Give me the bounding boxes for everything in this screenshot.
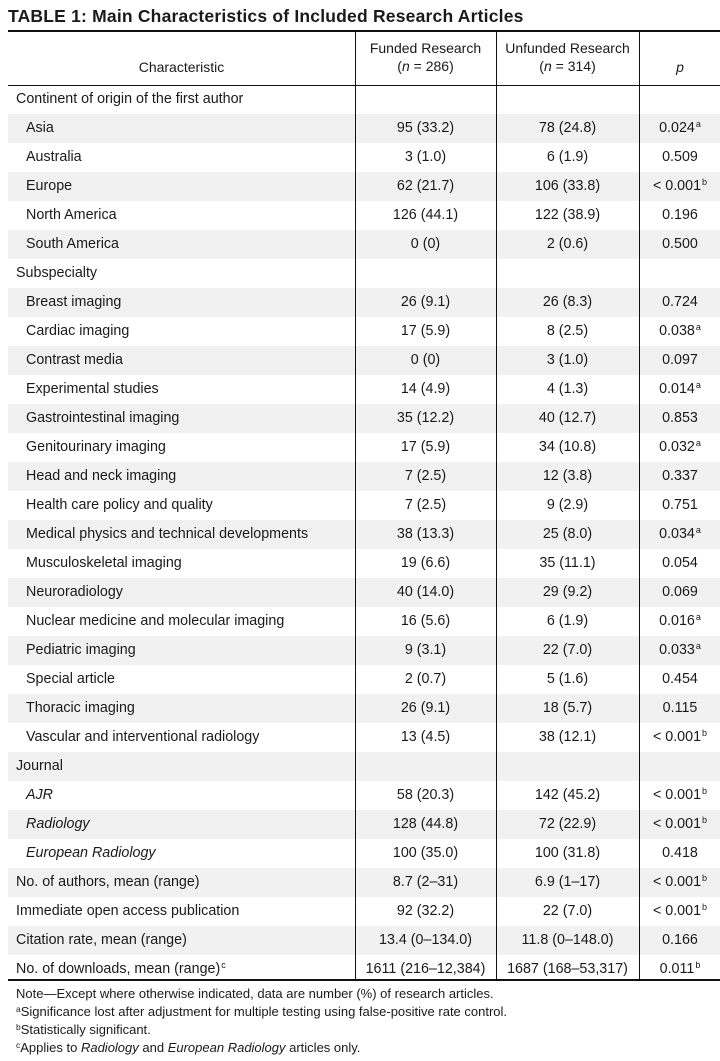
funded-value: 19 (6.6) — [400, 555, 451, 571]
p-value: 0.115 — [662, 700, 698, 716]
p-value: 0.166 — [662, 932, 698, 948]
table-row — [8, 578, 720, 607]
unfunded-value: 8 (2.5) — [546, 323, 589, 339]
funded-value: 8.7 (2–31) — [392, 874, 459, 890]
unfunded-value: 35 (11.1) — [539, 555, 596, 571]
p-value: 0.054 — [662, 555, 698, 571]
row-label: Australia — [26, 149, 82, 165]
row-label: Musculoskeletal imaging — [26, 555, 182, 571]
table-row — [8, 926, 720, 955]
unfunded-value: 2 (0.6) — [546, 236, 589, 252]
row-label: Special article — [26, 671, 115, 687]
unfunded-value: 72 (22.9) — [538, 816, 597, 832]
p-value: 0.337 — [662, 468, 698, 484]
header-unfunded — [496, 32, 639, 85]
funded-value: 17 (5.9) — [400, 439, 451, 455]
funded-value: 62 (21.7) — [396, 178, 455, 194]
row-label: No. of downloads, mean (range)$^c$ — [16, 960, 226, 977]
unfunded-value: 6.9 (1–17) — [534, 874, 601, 890]
header-unfunded-label: Unfunded Research — [505, 40, 630, 56]
row-label: No. of authors, mean (range) — [16, 874, 200, 890]
header-unfunded-n: (n = 314) — [539, 58, 596, 74]
row-label: Europe — [26, 178, 73, 194]
row-label: Head and neck imaging — [26, 468, 177, 484]
p-value: 0.853 — [662, 410, 698, 426]
p-value: 0.032$^a$ — [659, 438, 701, 455]
unfunded-value: 78 (24.8) — [538, 120, 597, 136]
header-p-value: p — [676, 59, 684, 75]
row-label: AJR — [26, 787, 54, 803]
table-row — [8, 549, 720, 578]
unfunded-value: 6 (1.9) — [546, 613, 589, 629]
unfunded-value: 3 (1.0) — [546, 352, 589, 368]
unfunded-value: 9 (2.9) — [546, 497, 589, 513]
funded-value: 0 (0) — [410, 236, 441, 252]
note-c: $^c$Applies to Radiology and European Radiology articles only. — [16, 1040, 361, 1055]
p-value: < 0.001$^b$ — [652, 177, 708, 194]
p-value: < 0.001$^b$ — [652, 873, 708, 890]
header-funded — [355, 32, 496, 85]
funded-value: 100 (35.0) — [392, 845, 459, 861]
funded-value: 1611 (216–12,384) — [365, 961, 486, 977]
unfunded-value: 12 (3.8) — [542, 468, 593, 484]
table-row — [8, 201, 720, 230]
table-row — [8, 143, 720, 172]
p-value: 0.024$^a$ — [659, 119, 701, 136]
unfunded-value: 106 (33.8) — [534, 178, 601, 194]
section-label: Subspecialty — [16, 265, 98, 281]
funded-value: 38 (13.3) — [396, 526, 455, 542]
row-label: Gastrointestinal imaging — [26, 410, 180, 426]
row-label: Cardiac imaging — [26, 323, 130, 339]
section-label: Continent of origin of the first author — [16, 91, 244, 107]
p-value: 0.418 — [662, 845, 698, 861]
p-value: 0.509 — [662, 149, 698, 165]
p-value: 0.033$^a$ — [659, 641, 701, 658]
funded-value: 92 (32.2) — [396, 903, 455, 919]
row-label: Medical physics and technical developments — [26, 526, 309, 542]
p-value: < 0.001$^b$ — [652, 786, 708, 803]
unfunded-value: 6 (1.9) — [546, 149, 589, 165]
funded-value: 26 (9.1) — [400, 700, 451, 716]
p-value: 0.454 — [662, 671, 698, 687]
row-label: Neuroradiology — [26, 584, 123, 600]
p-value: 0.038$^a$ — [659, 322, 701, 339]
p-value: 0.069 — [662, 584, 698, 600]
header-characteristic: Characteristic — [138, 59, 225, 75]
table-row — [8, 230, 720, 259]
funded-value: 2 (0.7) — [404, 671, 447, 687]
table-row — [8, 114, 720, 143]
table-row — [8, 636, 720, 665]
p-value: 0.751 — [662, 497, 698, 513]
row-label: Nuclear medicine and molecular imaging — [26, 613, 285, 629]
note-main: Note—Except where otherwise indicated, data are number (%) of research articles. — [16, 986, 494, 1001]
unfunded-value: 22 (7.0) — [542, 903, 593, 919]
unfunded-value: 122 (38.9) — [534, 207, 601, 223]
unfunded-value: 40 (12.7) — [538, 410, 597, 426]
row-label: Citation rate, mean (range) — [16, 932, 187, 948]
row-label: Health care policy and quality — [26, 497, 213, 513]
unfunded-value: 34 (10.8) — [538, 439, 597, 455]
row-label: Asia — [26, 120, 54, 136]
funded-value: 14 (4.9) — [400, 381, 451, 397]
funded-value: 7 (2.5) — [404, 468, 447, 484]
p-value: 0.016$^a$ — [659, 612, 701, 629]
table-row — [8, 839, 720, 868]
table-row — [8, 317, 720, 346]
row-label: Experimental studies — [26, 381, 159, 397]
row-label: Thoracic imaging — [26, 700, 135, 716]
funded-value: 9 (3.1) — [404, 642, 447, 658]
note-b: $^b$Statistically significant. — [16, 1022, 151, 1037]
table-row — [8, 694, 720, 723]
funded-value: 17 (5.9) — [400, 323, 451, 339]
funded-value: 126 (44.1) — [392, 207, 459, 223]
header-funded-n: (n = 286) — [397, 58, 454, 74]
p-value: 0.097 — [662, 352, 698, 368]
row-label: Pediatric imaging — [26, 642, 136, 658]
funded-value: 35 (12.2) — [396, 410, 455, 426]
table-row — [8, 288, 720, 317]
row-label: European Radiology — [26, 845, 156, 861]
p-value: < 0.001$^b$ — [652, 815, 708, 832]
section-header-row — [8, 752, 720, 781]
table-row — [8, 897, 720, 926]
funded-value: 16 (5.6) — [400, 613, 451, 629]
row-label: Breast imaging — [26, 294, 122, 310]
funded-value: 58 (20.3) — [396, 787, 455, 803]
table-row — [8, 172, 720, 201]
bottom-rule — [8, 979, 720, 981]
table-row — [8, 665, 720, 694]
funded-value: 0 (0) — [410, 352, 441, 368]
unfunded-value: 22 (7.0) — [542, 642, 593, 658]
table-row — [8, 723, 720, 752]
p-value: 0.014$^a$ — [659, 380, 701, 397]
row-label: Contrast media — [26, 352, 123, 368]
p-value: 0.724 — [662, 294, 698, 310]
table-row — [8, 520, 720, 549]
header-funded-label: Funded Research — [369, 40, 482, 56]
unfunded-value: 18 (5.7) — [542, 700, 593, 716]
row-label: Genitourinary imaging — [26, 439, 166, 455]
note-a: $^a$Significance lost after adjustment for multiple testing using false-positive rate control. — [16, 1004, 508, 1019]
row-label: Immediate open access publication — [16, 903, 240, 919]
unfunded-value: 100 (31.8) — [534, 845, 601, 861]
row-label: North America — [26, 207, 117, 223]
table-row — [8, 810, 720, 839]
unfunded-value: 5 (1.6) — [546, 671, 589, 687]
unfunded-value: 29 (9.2) — [542, 584, 593, 600]
table-row — [8, 462, 720, 491]
funded-value: 13.4 (0–134.0) — [379, 932, 472, 948]
row-label: Radiology — [26, 816, 90, 832]
unfunded-value: 26 (8.3) — [542, 294, 593, 310]
row-label: South America — [26, 236, 119, 252]
table-row — [8, 607, 720, 636]
table-row — [8, 491, 720, 520]
unfunded-value: 142 (45.2) — [534, 787, 601, 803]
table-row — [8, 404, 720, 433]
table-row — [8, 781, 720, 810]
unfunded-value: 25 (8.0) — [542, 526, 593, 542]
funded-value: 40 (14.0) — [396, 584, 455, 600]
p-value: < 0.001$^b$ — [652, 728, 708, 745]
p-value: < 0.001$^b$ — [652, 902, 708, 919]
funded-value: 7 (2.5) — [404, 497, 447, 513]
table-title: TABLE 1: Main Characteristics of Included Research Articles — [8, 6, 524, 26]
row-label: Vascular and interventional radiology — [26, 729, 260, 745]
table-notes — [16, 985, 507, 1057]
section-label: Journal — [16, 758, 63, 774]
p-value: 0.500 — [662, 236, 698, 252]
table-row — [8, 346, 720, 375]
p-value: 0.196 — [662, 207, 698, 223]
table-row — [8, 433, 720, 462]
funded-value: 3 (1.0) — [404, 149, 447, 165]
funded-value: 128 (44.8) — [392, 816, 459, 832]
section-header-row — [8, 85, 720, 114]
unfunded-value: 11.8 (0–148.0) — [521, 932, 614, 948]
unfunded-value: 4 (1.3) — [546, 381, 589, 397]
funded-value: 13 (4.5) — [400, 729, 451, 745]
unfunded-value: 38 (12.1) — [538, 729, 597, 745]
p-value: 0.034$^a$ — [659, 525, 701, 542]
section-header-row — [8, 259, 720, 288]
table-row — [8, 375, 720, 404]
funded-value: 95 (33.2) — [396, 120, 455, 136]
p-value: 0.011$^b$ — [659, 960, 701, 977]
table-row — [8, 868, 720, 897]
unfunded-value: 1687 (168–53,317) — [507, 961, 628, 977]
funded-value: 26 (9.1) — [400, 294, 451, 310]
